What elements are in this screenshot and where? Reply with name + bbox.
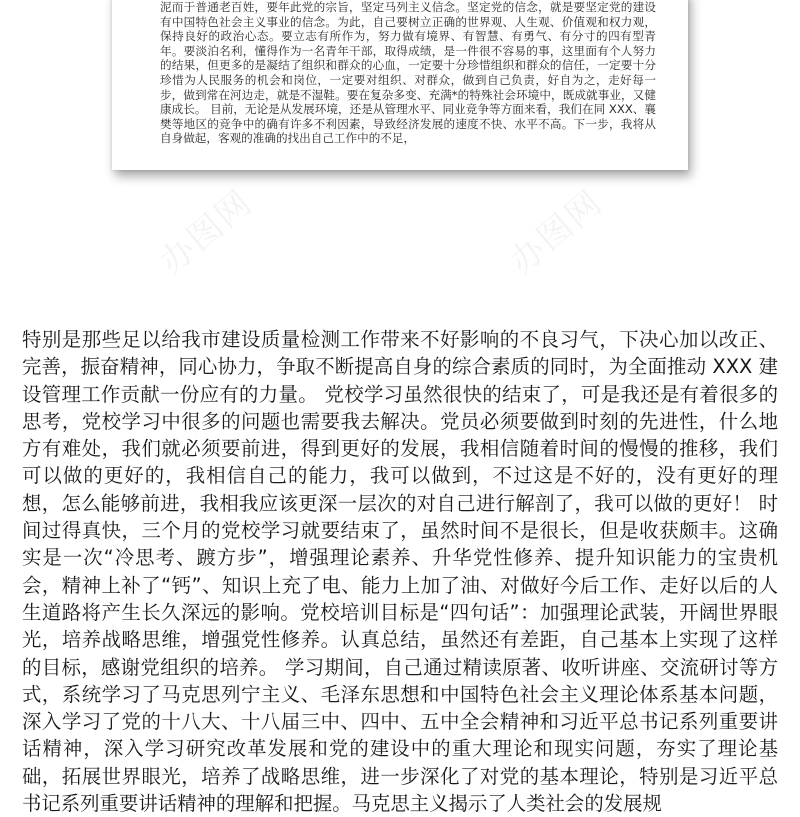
watermark-left: 办图网 (152, 182, 261, 283)
document-preview-card (112, 0, 688, 170)
main-paragraph: 特别是那些足以给我市建设质量检测工作带来不好影响的不良习气，下决心加以改正、完善，振奋精神，同心协力，争取不断提高自身的综合素质的同时，为全面推动 XXX 建设管理工作贡献一份应有的力量。 党校学习虽然很快的结束了，可是我还是有着很多的思考，党校学习中很多的问题也需要我去解决。党员必须要做到时刻的先进性，什么地方有难处，我们就必须要前进，得到更好的发展，我相信随着时间的慢慢的推移，我们可以做的更好的，我相信自己的能力，我可以做到，不过这是不好的，没有更好的理想，怎么能够前进，我相我应该更深一层次的对自己进行解剖了，我可以做的更好！ 时间过得真快，三个月的党校学习就要结束了，虽然时间不是很长，但是收获颇丰。这确实是一次“冷思考、踱方步”，增强理论素养、升华党性修养、提升知识能力的宝贵机会，精神上补了“钙”、知识上充了电、能力上加了油、对做好今后工作、走好以后的人生道路将产生长久深远的影响。党校培训目标是“四句话”：加强理论武装，开阔世界眼光，培养战略思维，增强党性修养。认真总结，虽然还有差距，自己基本上实现了这样的目标，感谢党组织的培养。 学习期间，自己通过精读原著、收听讲座、交流研讨等方式，系统学习了马克思列宁主义、毛泽东思想和中国特色社会主义理论体系基本问题，深入学习了党的十八大、十八届三中、四中、五中全会精神和习近平总书记系列重要讲话精神，深入学习研究改革发展和党的建设中的重大理论和现实问题，夯实了理论基础，拓展世界眼光，培养了战略思维，进一步深化了对党的基本理论，特别是习近平总书记系列重要讲话精神的理解和把握。马克思主义揭示了人类社会的发展规 (22, 328, 778, 816)
preview-paragraph: 泥而于普通老百姓，要年此党的宗旨，坚定马列主义信念。坚定党的信念，就是要坚定党的建设有中国特色社会主义事业的信念。为此，自己要树立正确的世界观、人生观、价值观和权力观，保持良好的政治心态。要立志有所作为，努力做有境界、有智慧、有勇气、有分寸的四有型青年。要淡泊名利，懂得作为一名青年干部，取得成绩，是一件很不容易的事，这里面有个人努力的结果，但更多的是凝结了组织和群众的心血，一定要十分珍惜组织和群众的信任，一定要十分珍惜为人民服务的机会和岗位，一定要对组织、对群众，做到自己负责，好自为之，走好每一步，做到常在河边走，就是不湿鞋。要在复杂多变、充满*的特殊社会环境中，既成就事业，又健康成长。 目前，无论是从发展环境，还是从管理水平、同业竞争等方面来看，我们在同 XXX、襄樊等地区的竞争中的确有许多不利因素，导致经济发展的速度不快、水平不高。下一步，我将从自身做起，客观的准确的找出自己工作中的不足， (160, 0, 656, 146)
watermark-right: 办图网 (502, 182, 611, 283)
